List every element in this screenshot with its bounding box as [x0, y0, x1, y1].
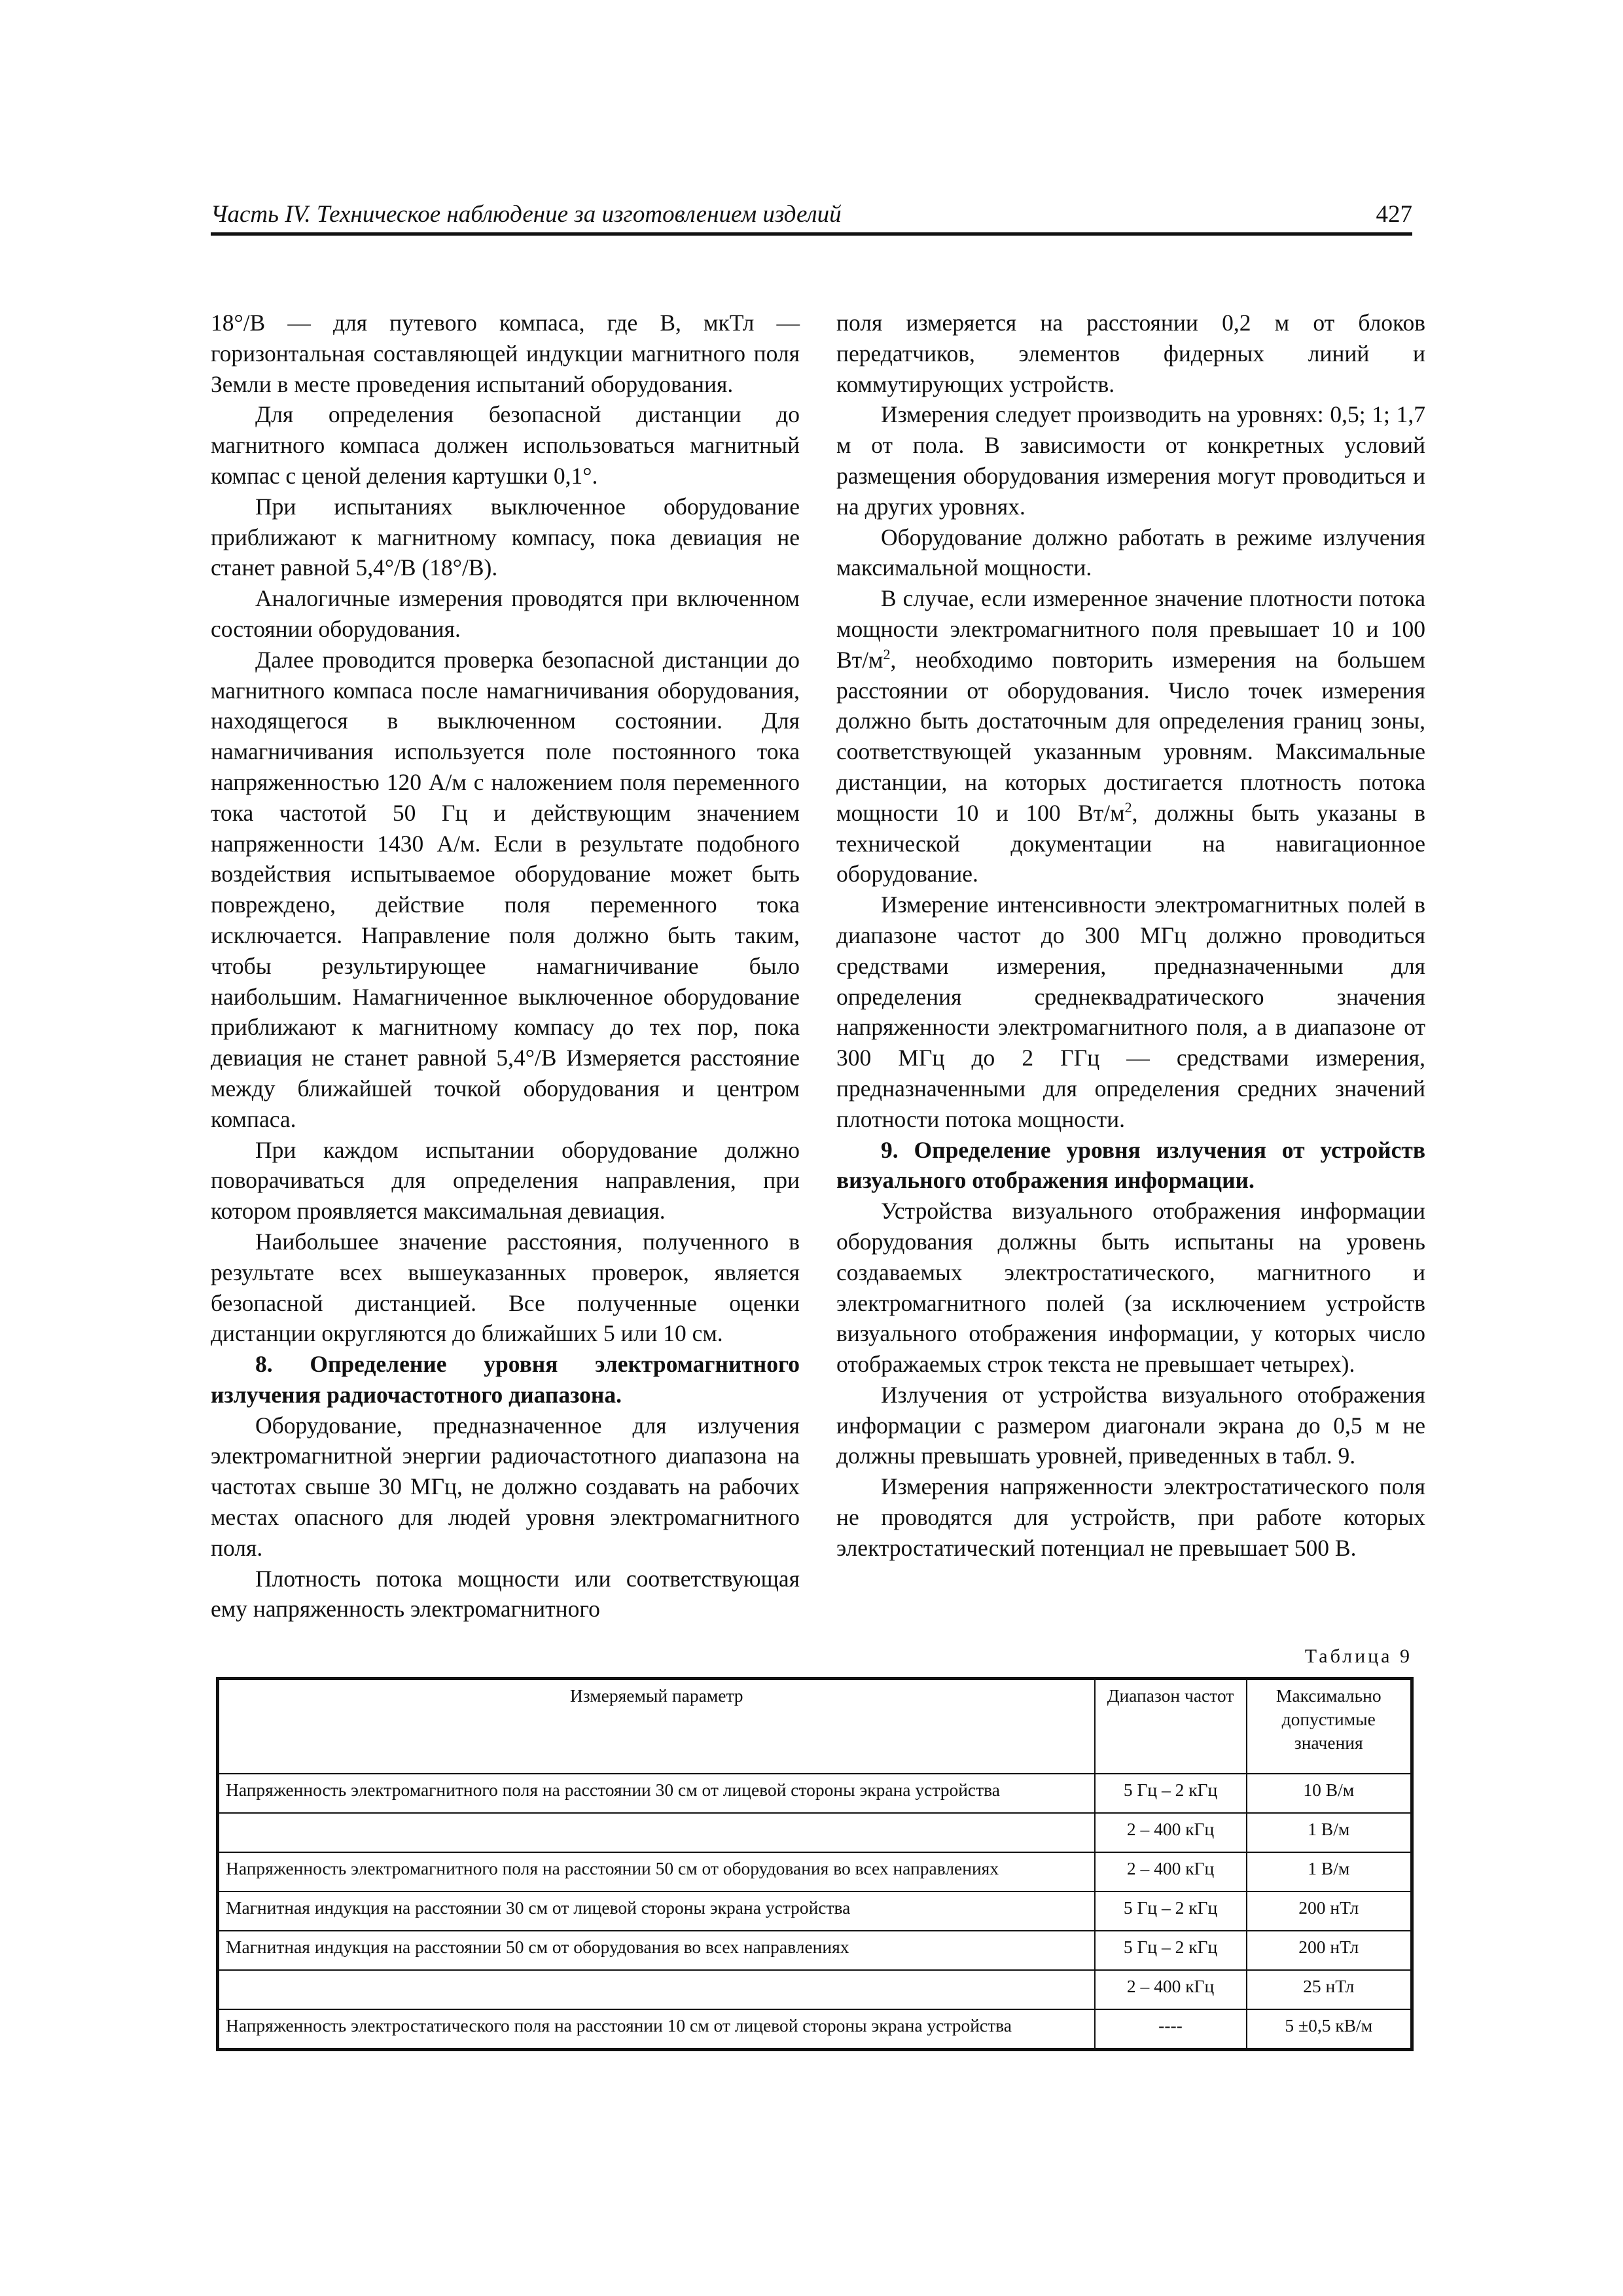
paragraph: Далее проводится проверка безопасной дистанции до магнитного компаса после намагничивания оборудования, находящегося в выключенном состоянии. Для намагничивания используется поле постоянного тока напряженностью 120 А/м с наложением поля переменного тока частотой 50 Гц и действующим значением напряженности 1430 А/м. Если в результате подобного воздействия испытываемое оборудование может быть повреждено, действие поля переменного тока исключается. Направление поля должно быть таким, чтобы результирующее намагничивание было наибольшим. Намагниченное выключенное оборудование приближают к магнитному компасу до тех пор, пока девиация не станет равной 5,4°/B Измеряется расстояние между ближайшей точкой оборудования и центром компаса.: [211, 646, 800, 1132]
table-header-row: [218, 1679, 1412, 1774]
paragraph: Аналогичные измерения проводятся при включенном состоянии оборудования.: [211, 585, 800, 642]
table-cell: Напряженность электромагнитного поля на расстоянии 50 см от оборудования во всех направлениях: [218, 1852, 1095, 1892]
section-heading-8: 8. Определение уровня электромагнитного излучения радиочастотного диапазона.: [211, 1351, 800, 1408]
column-header: Диапазон частот: [1095, 1679, 1247, 1774]
table-cell: Магнитная индукция на расстоянии 30 см от лицевой стороны экрана устройства: [218, 1892, 1095, 1931]
text-run: В случае, если измеренное значение плотности потока мощности электромагнитного поля превышает 10 и 100 Вт/м: [836, 585, 1425, 673]
table-cell: 200 нТл: [1247, 1892, 1412, 1931]
table-caption: Таблица 9: [1304, 1645, 1412, 1667]
table-cell: ----: [1095, 2009, 1247, 2050]
table-row: [218, 1813, 1412, 1852]
table-cell: 1 В/м: [1247, 1813, 1412, 1852]
paragraph: При каждом испытании оборудование должно поворачиваться для определения направления, при котором проявляется максимальная девиация.: [211, 1136, 800, 1225]
limits-table: [216, 1677, 1414, 2051]
page-number: 427: [1376, 201, 1412, 228]
table-cell: 2 – 400 кГц: [1095, 1970, 1247, 2009]
table-cell: [218, 1813, 1095, 1852]
table-cell: 5 ±0,5 кВ/м: [1247, 2009, 1412, 2050]
table-cell: 5 Гц – 2 кГц: [1095, 1931, 1247, 1970]
header-title: Часть IV. Техническое наблюдение за изготовлением изделий: [211, 201, 842, 228]
table-row: [218, 1892, 1412, 1931]
text-run: , необходимо повторить измерения на большем расстоянии от оборудования. Число точек измерения должно быть достаточным для определения границ зоны, соответствующей указанным уровням. Максимальные дистанции, на которых достигается плотность потока мощности 10 и 100 Вт/м: [836, 646, 1425, 826]
superscript: 2: [1124, 798, 1132, 816]
table-cell: 10 В/м: [1247, 1774, 1412, 1813]
table-row: [218, 1852, 1412, 1892]
paragraph: Оборудование, предназначенное для излучения электромагнитной энергии радиочастотного диапазона на частотах свыше 30 МГц, не должно создавать на рабочих местах опасного для людей уровня электромагнитного поля.: [211, 1412, 800, 1561]
table-row: [218, 1970, 1412, 2009]
table-cell: 5 Гц – 2 кГц: [1095, 1774, 1247, 1813]
paragraph: Для определения безопасной дистанции до магнитного компаса должен использоваться магнитный компас с ценой деления картушки 0,1°.: [211, 401, 800, 489]
table-cell: 1 В/м: [1247, 1852, 1412, 1892]
table-cell: [218, 1970, 1095, 2009]
table-cell: Напряженность электромагнитного поля на расстоянии 30 см от лицевой стороны экрана устройства: [218, 1774, 1095, 1813]
superscript: 2: [883, 645, 891, 662]
section-heading-9: 9. Определение уровня излучения от устройств визуального отображения информации.: [836, 1136, 1425, 1194]
paragraph: Плотность потока мощности или соответствующая ему напряженность электромагнитного: [211, 1565, 800, 1623]
table-row: [218, 1931, 1412, 1970]
paragraph: Излучения от устройства визуального отображения информации с размером диагонали экрана до 0,5 м не должны превышать уровней, приведенных в табл. 9.: [836, 1381, 1425, 1469]
paragraph: [836, 583, 1425, 889]
table-cell: 25 нТл: [1247, 1970, 1412, 2009]
table-cell: Магнитная индукция на расстоянии 50 см от оборудования во всех направлениях: [218, 1931, 1095, 1970]
running-header: [211, 200, 1412, 236]
paragraph: Устройства визуального отображения информации оборудования должны быть испытаны на уровень создаваемых электростатического, магнитного и электромагнитного полей (за исключением устройств визуального отображения информации, у которых число отображаемых строк текста не превышает четырех).: [836, 1198, 1425, 1378]
paragraph: При испытаниях выключенное оборудование приближают к магнитному компасу, пока девиация не станет равной 5,4°/B (18°/B).: [211, 493, 800, 581]
table-cell: 2 – 400 кГц: [1095, 1852, 1247, 1892]
paragraph: Измерения напряженности электростатического поля не проводятся для устройств, при работе которых электростатический потенциал не превышает 500 В.: [836, 1473, 1425, 1561]
right-column: [836, 308, 1425, 1564]
paragraph: поля измеряется на расстоянии 0,2 м от блоков передатчиков, элементов фидерных линий и коммутирующих устройств.: [836, 310, 1425, 397]
table-cell: Напряженность электростатического поля на расстоянии 10 см от лицевой стороны экрана устройства: [218, 2009, 1095, 2050]
table-cell: 5 Гц – 2 кГц: [1095, 1892, 1247, 1931]
table-cell: 2 – 400 кГц: [1095, 1813, 1247, 1852]
left-column: [211, 308, 800, 1624]
paragraph: 18°/B — для путевого компаса, где B, мкТл — горизонтальная составляющей индукции магнитного поля Земли в месте проведения испытаний оборудования.: [211, 310, 800, 397]
paragraph: Измерения следует производить на уровнях: 0,5; 1; 1,7 м от пола. В зависимости от конкретных условий размещения оборудования измерения могут проводиться и на других уровнях.: [836, 401, 1425, 520]
text-run: , должны быть указаны в технической документации на навигационное оборудование.: [836, 799, 1425, 888]
paragraph: Наибольшее значение расстояния, полученного в результате всех вышеуказанных проверок, является безопасной дистанцией. Все полученные оценки дистанции округляются до ближайших 5 или 10 см.: [211, 1228, 800, 1347]
table-cell: 200 нТл: [1247, 1931, 1412, 1970]
paragraph: Оборудование должно работать в режиме излучения максимальной мощности.: [836, 524, 1425, 581]
column-header: Измеряемый параметр: [218, 1679, 1095, 1774]
column-header: Максимально допустимые значения: [1247, 1679, 1412, 1774]
paragraph: Измерение интенсивности электромагнитных полей в диапазоне частот до 300 МГц должно проводиться средствами измерения, предназначенными для определения среднеквадратического значения напряженности электромагнитного поля, а в диапазоне от 300 МГц до 2 ГГц — средствами измерения, предназначенными для определения средних значений плотности потока мощности.: [836, 891, 1425, 1132]
table-row: [218, 1774, 1412, 1813]
table-row: [218, 2009, 1412, 2050]
